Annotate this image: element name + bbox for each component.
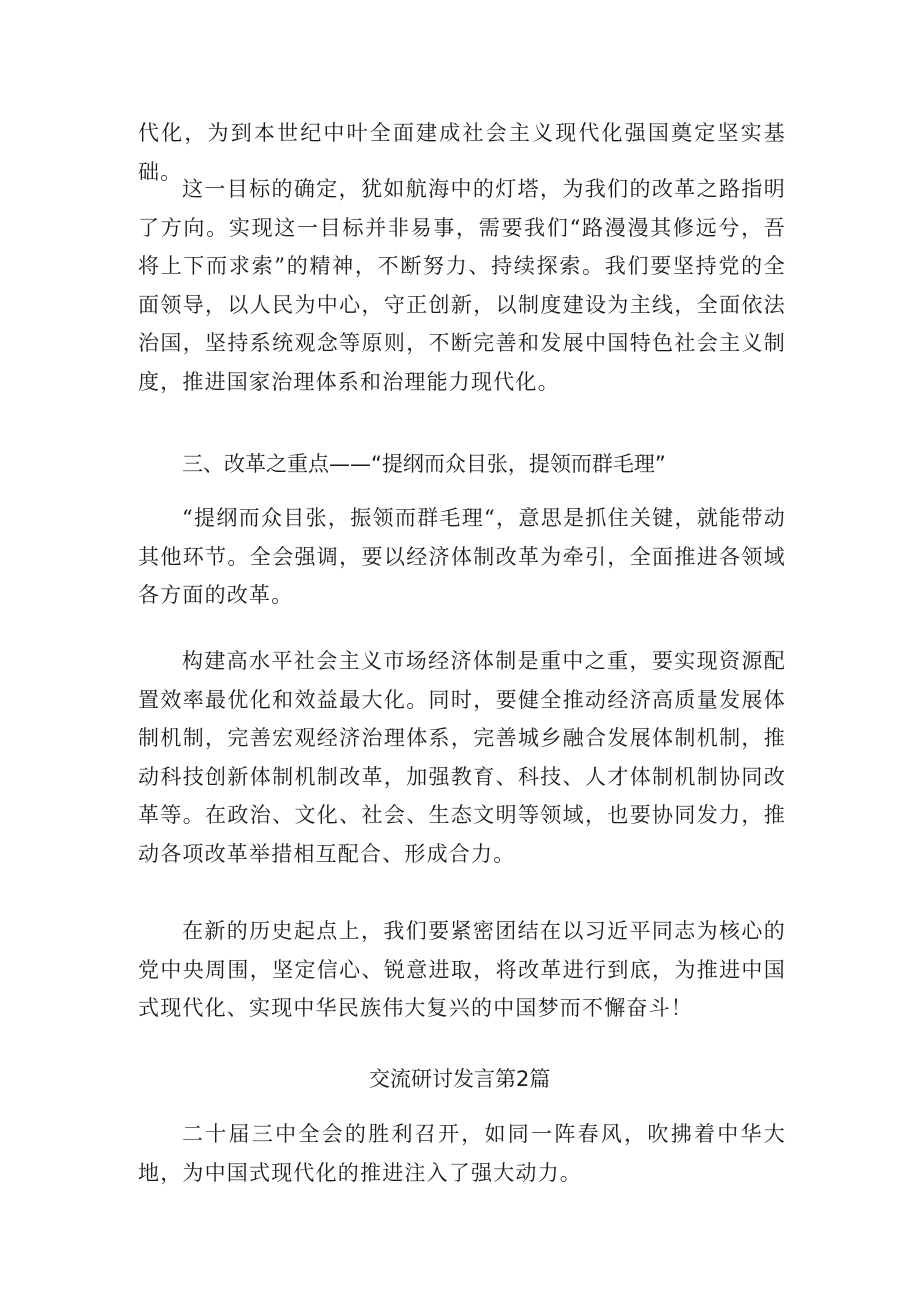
paragraph-goal-beacon: 这一目标的确定，犹如航海中的灯塔，为我们的改革之路指明了方向。实现这一目标并非易事，需要我们“路漫漫其修远兮，吾将上下而求索”的精神，不断努力、持续探索。我们要坚持党的全面领导，以人民为中心，守正创新，以制度建设为主线，全面依法治国，坚持系统观念等原则，不断完善和发展中国特色社会主义制度，推进国家治理体系和治理能力现代化。 — [138, 177, 786, 394]
paragraph-key-link: “提纲而众目张，振领而群毛理“，意思是抓住关键，就能带动其他环节。全会强调，要以经济体制改革为牵引，全面推进各领域各方面的改革。 — [138, 506, 786, 607]
paragraph-closing: 在新的历史起点上，我们要紧密团结在以习近平同志为核心的党中央周围，坚定信心、锐意进取，将改革进行到底，为推进中国式现代化、实现中华民族伟大复兴的中国梦而不懈奋斗！ — [138, 919, 786, 1020]
article-title: 交流研讨发言第2篇 — [369, 1067, 551, 1091]
paragraph-continuation: 代化，为到本世纪中叶全面建成社会主义现代化强国奠定坚实基础。 — [138, 121, 786, 184]
paragraph-opening: 二十届三中全会的胜利召开，如同一阵春风，吹拂着中华大地，为中国式现代化的推进注入了强大动力。 — [138, 1122, 786, 1185]
paragraph-market-economy: 构建高水平社会主义市场经济体制是重中之重，要实现资源配置效率最优化和效益最大化。同时，要健全推动经济高质量发展体制机制，完善宏观经济治理体系，完善城乡融合发展体制机制，推动科技创新体制机制改革，加强教育、科技、人才体制机制协同改革等。在政治、文化、社会、生态文明等领域，也要协同发力，推动各项改革举措相互配合、形成合力。 — [138, 649, 786, 866]
section-heading-reform-focus: 三、改革之重点——“提纲而众目张，提领而群毛理” — [182, 452, 666, 476]
